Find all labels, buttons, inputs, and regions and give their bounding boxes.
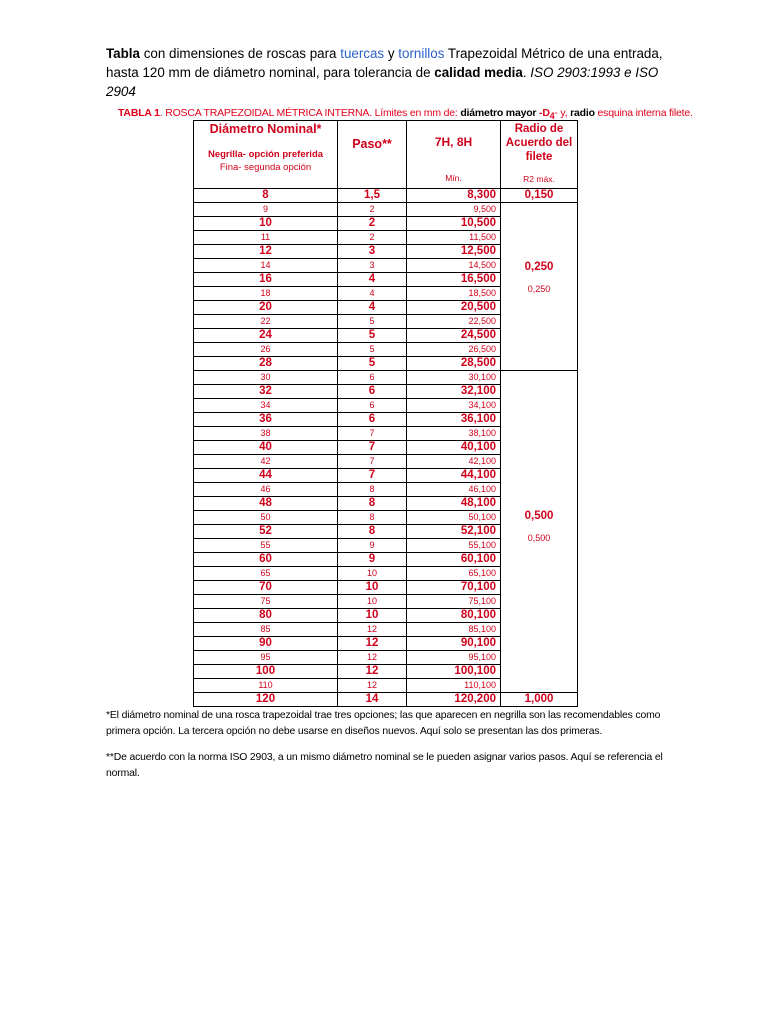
diameter-cell: 22 xyxy=(194,315,338,329)
diameter-cell: 10 xyxy=(194,217,338,231)
min-cell: 16,500 xyxy=(407,273,501,287)
paso-cell: 10 xyxy=(338,581,407,595)
min-cell: 55,100 xyxy=(407,539,501,553)
min-cell: 110,100 xyxy=(407,679,501,693)
radius-cell xyxy=(501,371,578,693)
min-cell: 60,100 xyxy=(407,553,501,567)
paso-cell: 12 xyxy=(338,651,407,665)
diameter-cell: 30 xyxy=(194,371,338,385)
min-cell: 80,100 xyxy=(407,609,501,623)
min-cell: 65,100 xyxy=(407,567,501,581)
min-cell: 20,500 xyxy=(407,301,501,315)
paso-cell: 10 xyxy=(338,595,407,609)
diameter-cell: 28 xyxy=(194,357,338,371)
paso-cell: 3 xyxy=(338,259,407,273)
header-radio-label: Radio de Acuerdo del filete xyxy=(505,123,573,163)
diameter-cell: 85 xyxy=(194,623,338,637)
paso-cell: 1,5 xyxy=(338,189,407,203)
min-cell: 34,100 xyxy=(407,399,501,413)
table-title-label: TABLA 1 xyxy=(118,107,160,119)
table-title-diametro: diámetro mayor xyxy=(460,107,537,119)
paso-cell: 9 xyxy=(338,539,407,553)
diameter-cell: 24 xyxy=(194,329,338,343)
paso-cell: 9 xyxy=(338,553,407,567)
paso-cell: 8 xyxy=(338,497,407,511)
min-cell: 38,100 xyxy=(407,427,501,441)
diameter-cell: 18 xyxy=(194,287,338,301)
table-title-d: -D xyxy=(536,107,550,119)
header-negrilla: Negrilla- opción preferida xyxy=(207,149,324,160)
min-cell: 48,100 xyxy=(407,497,501,511)
paso-cell: 3 xyxy=(338,245,407,259)
min-cell: 90,100 xyxy=(407,637,501,651)
min-cell: 50,100 xyxy=(407,511,501,525)
intro-paragraph xyxy=(106,44,686,101)
paso-cell: 12 xyxy=(338,665,407,679)
diameter-cell: 55 xyxy=(194,539,338,553)
min-cell: 26,500 xyxy=(407,343,501,357)
diameter-cell: 36 xyxy=(194,413,338,427)
intro-text-2: y xyxy=(384,46,399,61)
intro-iso-reference: ISO 2903:1993 e ISO 2904 xyxy=(106,65,659,99)
paso-cell: 6 xyxy=(338,399,407,413)
diameter-cell: 14 xyxy=(194,259,338,273)
intro-text-4: . xyxy=(522,65,531,80)
diameter-cell: 38 xyxy=(194,427,338,441)
table-body xyxy=(194,189,578,707)
min-cell: 120,200 xyxy=(407,693,501,707)
min-cell: 12,500 xyxy=(407,245,501,259)
paso-cell: 8 xyxy=(338,525,407,539)
paso-cell: 7 xyxy=(338,441,407,455)
paso-cell: 5 xyxy=(338,343,407,357)
header-diametro-label: Diámetro Nominal* xyxy=(209,122,322,136)
min-cell: 42,100 xyxy=(407,455,501,469)
diameter-cell: 9 xyxy=(194,203,338,217)
thread-table xyxy=(193,120,578,707)
header-radio xyxy=(501,121,578,189)
paso-cell: 8 xyxy=(338,483,407,497)
min-cell: 100,100 xyxy=(407,665,501,679)
diameter-cell: 60 xyxy=(194,553,338,567)
diameter-cell: 34 xyxy=(194,399,338,413)
diameter-cell: 120 xyxy=(194,693,338,707)
diameter-cell: 65 xyxy=(194,567,338,581)
paso-cell: 10 xyxy=(338,609,407,623)
diameter-cell: 40 xyxy=(194,441,338,455)
header-tolerance-label: 7H, 8H xyxy=(434,135,473,149)
min-cell: 22,500 xyxy=(407,315,501,329)
radius-value: 0,500 xyxy=(524,510,554,522)
paso-cell: 2 xyxy=(338,203,407,217)
table-row xyxy=(194,203,578,217)
diameter-cell: 90 xyxy=(194,637,338,651)
diameter-cell: 42 xyxy=(194,455,338,469)
diameter-cell: 11 xyxy=(194,231,338,245)
diameter-cell: 12 xyxy=(194,245,338,259)
table-title-text: . ROSCA TRAPEZOIDAL MÉTRICA INTERNA. Límites en mm de: xyxy=(159,107,461,119)
diameter-cell: 8 xyxy=(194,189,338,203)
tornillos-link[interactable]: tornillos xyxy=(398,46,445,61)
min-cell: 36,100 xyxy=(407,413,501,427)
radius-cell xyxy=(501,693,578,707)
min-cell: 8,300 xyxy=(407,189,501,203)
paso-cell: 5 xyxy=(338,315,407,329)
diameter-cell: 44 xyxy=(194,469,338,483)
header-tolerance xyxy=(407,121,501,189)
table-title-y: - y, xyxy=(554,107,571,119)
header-r2max: R2 máx. xyxy=(523,174,555,184)
min-cell: 75,100 xyxy=(407,595,501,609)
paso-cell: 4 xyxy=(338,301,407,315)
min-cell: 46,100 xyxy=(407,483,501,497)
paso-cell: 5 xyxy=(338,329,407,343)
header-paso-label: Paso** xyxy=(352,137,392,151)
paso-cell: 5 xyxy=(338,357,407,371)
intro-calidad-media: calidad media xyxy=(434,65,523,80)
paso-cell: 10 xyxy=(338,567,407,581)
diameter-cell: 46 xyxy=(194,483,338,497)
diameter-cell: 110 xyxy=(194,679,338,693)
table-title-sub: 4 xyxy=(549,111,555,122)
min-cell: 9,500 xyxy=(407,203,501,217)
diameter-cell: 52 xyxy=(194,525,338,539)
diameter-cell: 80 xyxy=(194,609,338,623)
paso-cell: 12 xyxy=(338,623,407,637)
diameter-cell: 70 xyxy=(194,581,338,595)
paso-cell: 14 xyxy=(338,693,407,707)
diameter-cell: 75 xyxy=(194,595,338,609)
diameter-cell: 26 xyxy=(194,343,338,357)
paso-cell: 7 xyxy=(338,455,407,469)
paso-cell: 7 xyxy=(338,427,407,441)
min-cell: 85,100 xyxy=(407,623,501,637)
footnote-paso: **De acuerdo con la norma ISO 2903, a un mismo diámetro nominal se le pueden asignar varios pasos. Aquí se referencia el normal. xyxy=(106,752,663,779)
paso-cell: 2 xyxy=(338,231,407,245)
intro-text-1: con dimensiones de roscas para xyxy=(139,46,341,61)
paso-cell: 4 xyxy=(338,273,407,287)
paso-cell: 6 xyxy=(338,413,407,427)
paso-cell: 12 xyxy=(338,637,407,651)
paso-cell: 4 xyxy=(338,287,407,301)
diameter-cell: 48 xyxy=(194,497,338,511)
table-title-radio: radio xyxy=(570,107,595,119)
paso-cell: 2 xyxy=(338,217,407,231)
footnote-diametro: *El diámetro nominal de una rosca trapezoidal trae tres opciones; las que aparecen en negrilla son las recomendables como primera opción. La tercera opción no debe usarse en diseños nuevos. Aquí solo se presentan las dos primeras. xyxy=(106,710,661,737)
min-cell: 28,500 xyxy=(407,357,501,371)
radius-value-secondary: 0,500 xyxy=(527,533,551,543)
radius-cell xyxy=(501,189,578,203)
paso-cell: 6 xyxy=(338,371,407,385)
paso-cell: 12 xyxy=(338,679,407,693)
header-diametro xyxy=(194,121,338,189)
min-cell: 32,100 xyxy=(407,385,501,399)
intro-text-3: Trapezoidal Métrico de una entrada, hasta 120 mm de diámetro nominal, para tolerancia de xyxy=(106,46,663,80)
radius-value-secondary: 0,250 xyxy=(527,284,551,294)
table-title-end: esquina interna filete. xyxy=(594,107,693,119)
min-cell: 24,500 xyxy=(407,329,501,343)
diameter-cell: 20 xyxy=(194,301,338,315)
diameter-cell: 50 xyxy=(194,511,338,525)
table-title xyxy=(118,107,693,122)
header-paso xyxy=(338,121,407,189)
min-cell: 44,100 xyxy=(407,469,501,483)
diameter-cell: 16 xyxy=(194,273,338,287)
min-cell: 95,100 xyxy=(407,651,501,665)
min-cell: 18,500 xyxy=(407,287,501,301)
header-min: Mín. xyxy=(445,173,462,183)
min-cell: 14,500 xyxy=(407,259,501,273)
min-cell: 52,100 xyxy=(407,525,501,539)
radius-value: 0,250 xyxy=(524,261,554,273)
table-row xyxy=(194,371,578,385)
paso-cell: 8 xyxy=(338,511,407,525)
table-row xyxy=(194,693,578,707)
intro-tabla-word: Tabla xyxy=(106,46,140,61)
min-cell: 30,100 xyxy=(407,371,501,385)
radius-value: 1,000 xyxy=(524,693,554,705)
paso-cell: 6 xyxy=(338,385,407,399)
diameter-cell: 95 xyxy=(194,651,338,665)
header-fina: Fina- segunda opción xyxy=(219,162,312,173)
radius-cell xyxy=(501,203,578,371)
paso-cell: 7 xyxy=(338,469,407,483)
table-row xyxy=(194,189,578,203)
min-cell: 40,100 xyxy=(407,441,501,455)
diameter-cell: 100 xyxy=(194,665,338,679)
min-cell: 70,100 xyxy=(407,581,501,595)
tuercas-link[interactable]: tuercas xyxy=(340,46,385,61)
radius-value: 0,150 xyxy=(524,189,554,201)
min-cell: 10,500 xyxy=(407,217,501,231)
diameter-cell: 32 xyxy=(194,385,338,399)
min-cell: 11,500 xyxy=(407,231,501,245)
